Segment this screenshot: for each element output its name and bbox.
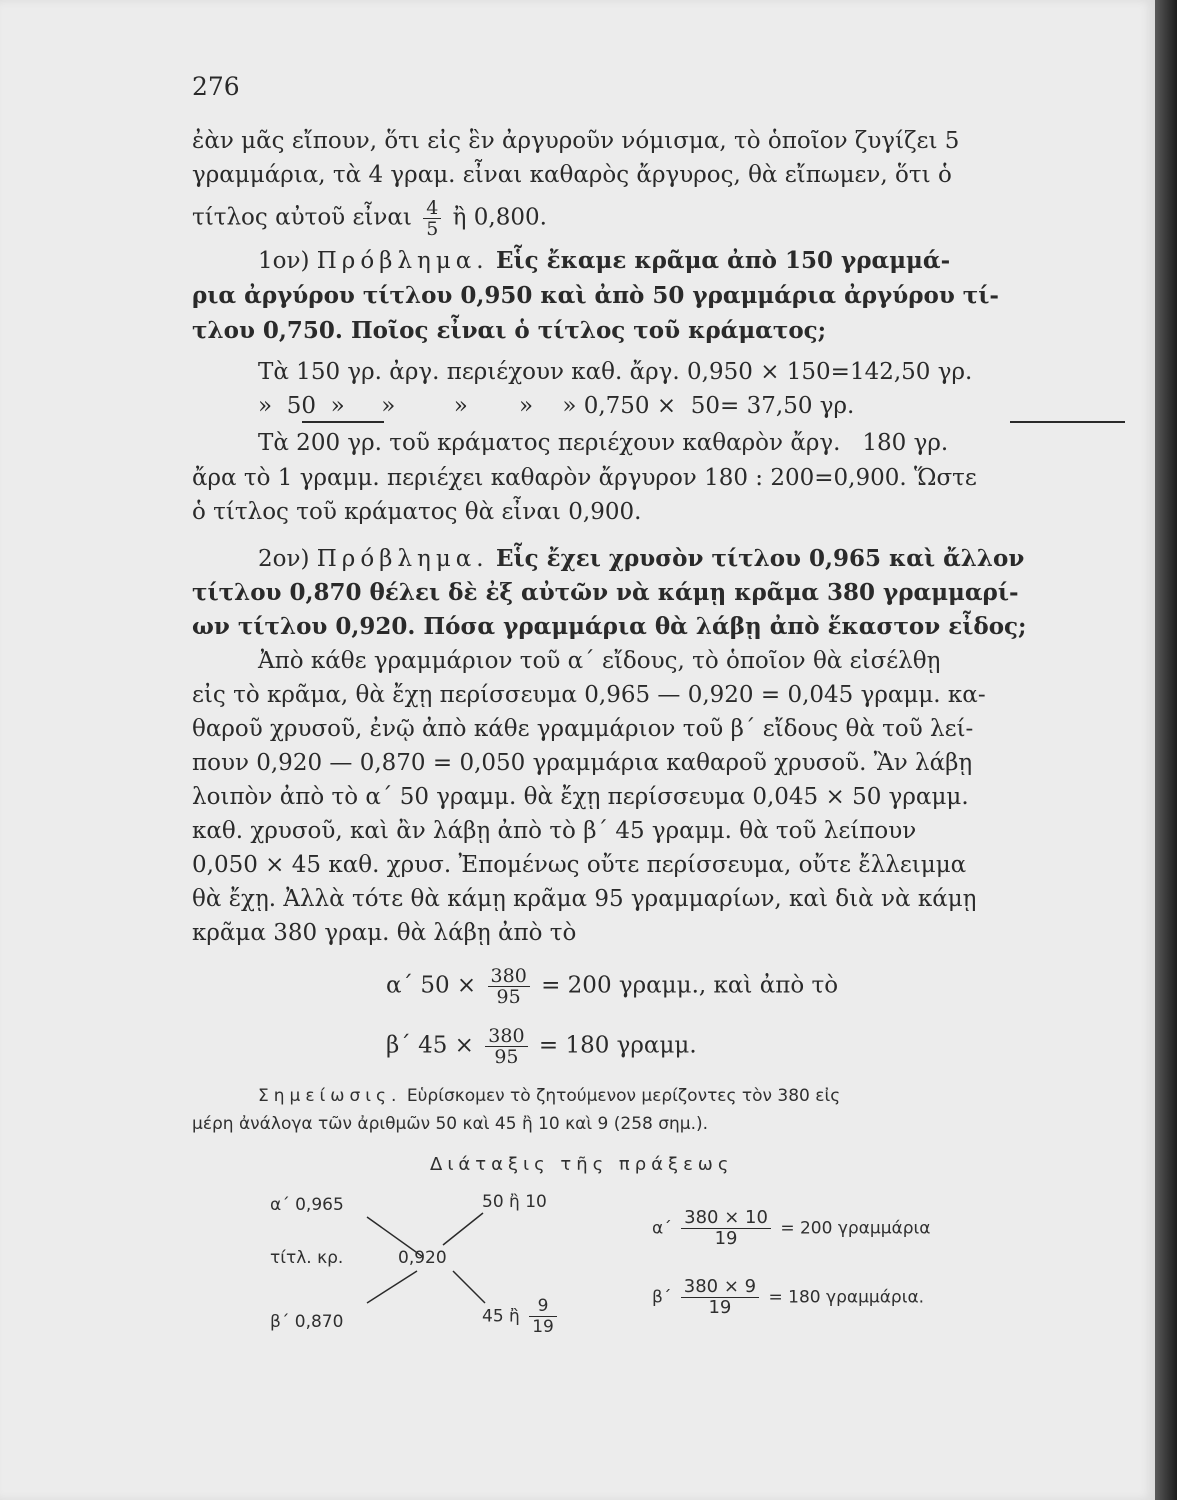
problem2-para-6: καθ. χρυσοῦ, καὶ ἂν λάβῃ ἀπὸ τὸ β΄ 45 γραμμ. θὰ τοῦ λείπουν [192,818,917,844]
fraction-380-95 [485,1026,527,1067]
problem2-para-7: 0,050 × 45 καθ. χρυσ. Ἐπομένως οὔτε περίσσευμα, οὔτε ἔλλειμμα [192,852,967,878]
problem1-total: Τὰ 200 γρ. τοῦ κράματος περιέχουν καθαρὸν ἄργ. 180 γρ. [258,430,949,456]
note-line-2: μέρη ἀνάλογα τῶν ἀριθμῶν 50 καὶ 45 ἢ 10 καὶ 9 (258 σημ.). [192,1114,709,1134]
problem2-para-9: κρᾶμα 380 γραμ. θὰ λάβῃ ἀπὸ τὸ [192,920,577,946]
result-1-value: = 200 γραμμάρια [780,1218,931,1239]
arrangement-result-2 [652,1277,924,1318]
note-label: Σημείωσις. [258,1086,402,1106]
arrangement-top-right: 50 ἢ 10 [482,1192,547,1212]
equation-1 [386,966,838,1007]
fraction-numerator: 4 [423,198,441,219]
sum-rule-right [1010,421,1125,423]
cross-line-4 [453,1271,485,1303]
fraction-denominator: 19 [714,1228,738,1249]
fraction-numerator: 380 [488,966,530,987]
intro-line-3-value: ἢ 0,800. [452,204,547,231]
problem1-calc-2: » 50 » » » » » 0,750 × 50= 37,50 γρ. [258,393,855,419]
arrangement-title: Διάταξις τῆς πράξεως [430,1154,734,1175]
problem2-text-2: τίτλου 0,870 θέλει δὲ ἐξ αὐτῶν νὰ κάμῃ κρᾶμα 380 γραμμαρί- [192,579,1019,606]
arrangement-mid-value: 0,920 [398,1248,447,1268]
equation-2-result: = 180 γραμμ. [538,1032,697,1059]
intro-line-2: γραμμάρια, τὰ 4 γραμ. εἶναι καθαρὸς ἄργυρος, θὰ εἴπωμεν, ὅτι ὁ [192,162,952,188]
problem2-para-3: θαροῦ χρυσοῦ, ἐνῷ ἀπὸ κάθε γραμμάριον τοῦ β΄ εἴδους θὰ τοῦ λεί- [192,716,974,742]
problem1-text-2: ρια ἀργύρου τίτλου 0,950 καὶ ἀπὸ 50 γραμμάρια ἀργύρου τί- [192,282,999,309]
fraction-380-95 [488,966,530,1007]
result-2-value: = 180 γραμμάρια. [768,1287,925,1308]
equation-1-prefix: α΄ 50 × [386,972,477,999]
problem2-para-2: εἰς τὸ κρᾶμα, θὰ ἔχῃ περίσσευμα 0,965 — 0,920 = 0,045 γραμμ. κα- [192,682,986,708]
fraction-denominator: 19 [532,1317,554,1337]
fraction-4-5 [423,198,441,239]
problem2-number: 2ον) [258,546,310,572]
problem2-word: Πρόβλημα. [316,546,489,572]
problem1-calc-1: Τὰ 150 γρ. ἀργ. περιέχουν καθ. ἄργ. 0,950 × 150=142,50 γρ. [258,359,973,385]
page-number: 276 [192,72,240,101]
fraction-numerator: 9 [529,1296,557,1317]
arrangement-a: α΄ 0,965 [270,1195,344,1215]
problem2-para-1: Ἀπὸ κάθε γραμμάριον τοῦ α΄ εἴδους, τὸ ὁποῖον θὰ εἰσέλθῃ [258,648,941,674]
fraction-numerator: 380 × 9 [681,1277,759,1298]
arrangement-mid-label: τίτλ. κρ. [270,1248,344,1268]
fraction-denominator: 95 [496,986,521,1008]
page-edge [1155,0,1177,1500]
problem1-text-1: Εἷς ἔκαμε κρᾶμα ἀπὸ 150 γραμμά- [495,247,951,274]
problem1-number: 1ον) [258,248,310,274]
equation-1-result: = 200 γραμμ., καὶ ἀπὸ τὸ [541,972,839,999]
intro-line-3-text: τίτλος αὐτοῦ εἶναι [192,204,412,231]
note-line-1 [258,1086,840,1106]
fraction-denominator: 19 [708,1297,732,1318]
problem2-text-1: Εἷς ἔχει χρυσὸν τίτλου 0,965 καὶ ἄλλον [495,545,1025,572]
problem1-result-2: ὁ τίτλος τοῦ κράματος θὰ εἶναι 0,900. [192,499,642,525]
problem2-text-3: ων τίτλου 0,920. Πόσα γραμμάρια θὰ λάβῃ ἀπὸ ἕκαστον εἶδος; [192,613,1027,640]
result-1-prefix: α΄ [652,1218,672,1239]
sum-rule-left [302,421,384,423]
fraction-numerator: 380 [485,1026,527,1047]
fraction-380x9-19 [681,1277,759,1318]
problem2-para-8: θὰ ἔχῃ. Ἀλλὰ τότε θὰ κάμῃ κρᾶμα 95 γραμμαρίων, καὶ διὰ νὰ κάμῃ [192,886,977,912]
note-text-1: Εὑρίσκομεν τὸ ζητούμενον μερίζοντες τὸν 380 εἰς [406,1086,841,1106]
problem1-heading [258,246,950,276]
cross-line-2 [443,1213,483,1245]
intro-line-1: ἐὰν μᾶς εἴπουν, ὅτι εἰς ἓν ἀργυροῦν νόμισμα, τὸ ὁποῖον ζυγίζει 5 [192,128,960,154]
equation-2 [386,1026,697,1067]
result-2-prefix: β΄ [652,1287,672,1308]
arrangement-b: β΄ 0,870 [270,1312,344,1332]
problem2-para-5: λοιπὸν ἀπὸ τὸ α΄ 50 γραμμ. θὰ ἔχῃ περίσσευμα 0,045 × 50 γραμμ. [192,784,969,810]
fraction-numerator: 380 × 10 [681,1208,771,1229]
intro-line-3 [192,198,547,239]
problem1-word: Πρόβλημα. [316,248,489,274]
fraction-denominator: 95 [494,1046,519,1068]
cross-line-3 [367,1271,417,1303]
arrangement-bottom-right [482,1296,561,1337]
fraction-denominator: 5 [426,218,439,240]
problem2-para-4: πουν 0,920 — 0,870 = 0,050 γραμμάρια καθαροῦ χρυσοῦ. Ἂν λάβῃ [192,750,973,776]
problem1-result-1: ἄρα τὸ 1 γραμμ. περιέχει καθαρὸν ἄργυρον 180 : 200=0,900. Ὥστε [192,465,977,491]
arrangement-result-1 [652,1208,930,1249]
bottom-right-prefix: 45 ἢ [482,1306,520,1327]
fraction-9-19 [529,1296,557,1337]
problem1-text-3: τλου 0,750. Ποῖος εἶναι ὁ τίτλος τοῦ κράματος; [192,317,827,344]
equation-2-prefix: β΄ 45 × [386,1032,474,1059]
problem2-heading [258,544,1024,574]
fraction-380x10-19 [681,1208,771,1249]
